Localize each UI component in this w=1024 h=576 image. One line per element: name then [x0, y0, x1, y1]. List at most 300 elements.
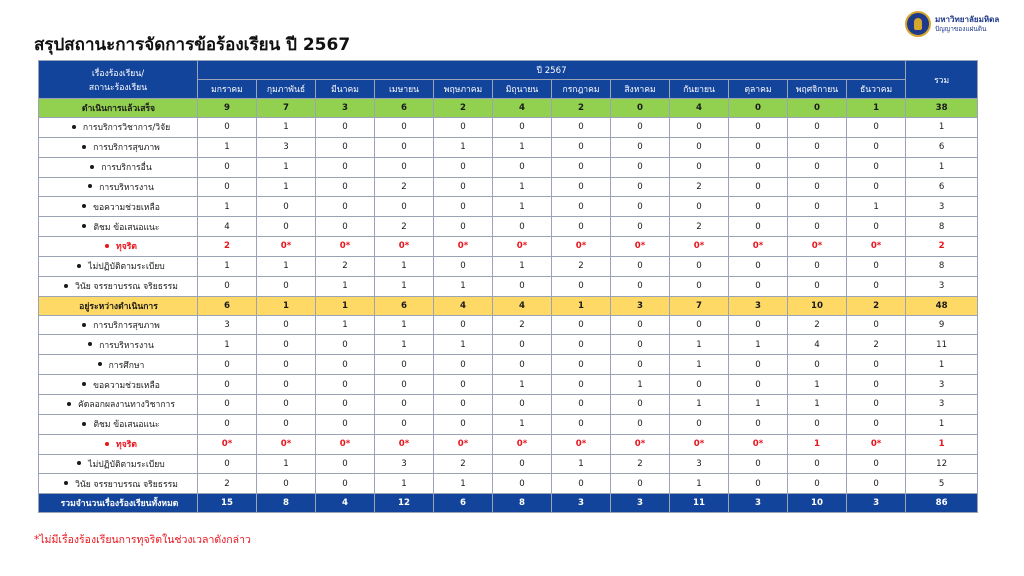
- value-cell: 0: [198, 276, 257, 296]
- value-cell: 1: [434, 474, 493, 494]
- value-cell: 2: [552, 256, 611, 276]
- row-label: การบริการวิชาการ/วิจัย: [82, 123, 171, 134]
- value-cell: 0: [670, 315, 729, 335]
- value-cell: 0: [493, 157, 552, 177]
- value-cell: 0: [788, 474, 847, 494]
- value-cell: 0: [198, 355, 257, 375]
- value-cell: 0: [375, 157, 434, 177]
- value-cell: 0: [434, 394, 493, 414]
- value-cell: 0: [729, 454, 788, 474]
- value-cell: 1: [493, 375, 552, 395]
- value-cell: 0: [434, 355, 493, 375]
- row-label-cell: [39, 296, 198, 315]
- month-header: มกราคม: [198, 80, 257, 99]
- row-total-cell: 8: [906, 256, 978, 276]
- month-header: กรกฎาคม: [552, 80, 611, 99]
- value-cell: 0: [257, 414, 316, 434]
- value-cell: 0: [670, 375, 729, 395]
- value-cell: 6: [375, 296, 434, 315]
- bullet-icon: [88, 342, 92, 346]
- bullet-icon: [64, 481, 68, 485]
- value-cell: 1: [257, 157, 316, 177]
- row-label: วินัย จรรยาบรรณ จริยธรรม: [75, 479, 178, 490]
- value-cell: 0: [493, 394, 552, 414]
- value-cell: 0: [493, 474, 552, 494]
- bullet-icon: [64, 284, 68, 288]
- value-cell: 0: [670, 137, 729, 157]
- value-cell: 0: [611, 256, 670, 276]
- value-cell: 0: [729, 137, 788, 157]
- value-cell: 0: [198, 454, 257, 474]
- value-cell: 0: [316, 335, 375, 355]
- row-label: ดำเนินการแล้วเสร็จ: [81, 104, 156, 114]
- value-cell: 3: [316, 99, 375, 118]
- value-cell: 1: [493, 177, 552, 197]
- row-total-cell: 1: [906, 157, 978, 177]
- value-cell: 0: [198, 414, 257, 434]
- footnote: *ไม่มีเรื่องร้องเรียนการทุจริตในช่วงเวลาดังกล่าว: [34, 534, 251, 546]
- value-cell: 0: [611, 335, 670, 355]
- month-header: ธันวาคม: [847, 80, 906, 99]
- value-cell: 1: [375, 256, 434, 276]
- value-cell: 0: [552, 335, 611, 355]
- value-cell: 0: [552, 375, 611, 395]
- value-cell: 1: [434, 276, 493, 296]
- row-total-cell: 1: [906, 414, 978, 434]
- value-cell: 1: [316, 315, 375, 335]
- row-label: คัดลอกผลงานทางวิชาการ: [78, 400, 175, 411]
- section-row-completed: [39, 99, 978, 118]
- value-cell: 0*: [434, 434, 493, 454]
- row-label: การบริการสุขภาพ: [93, 321, 160, 332]
- value-cell: 0: [375, 394, 434, 414]
- value-cell: 0: [847, 394, 906, 414]
- value-cell: 15: [198, 494, 257, 513]
- value-cell: 0*: [316, 237, 375, 257]
- value-cell: 1: [198, 256, 257, 276]
- value-cell: 0: [316, 177, 375, 197]
- value-cell: 1: [788, 434, 847, 454]
- value-cell: 0: [729, 375, 788, 395]
- value-cell: 0: [847, 355, 906, 375]
- value-cell: 0: [257, 355, 316, 375]
- month-header: สิงหาคม: [611, 80, 670, 99]
- logo-slogan: ปัญญาของแผ่นดิน: [935, 25, 987, 33]
- value-cell: 0: [493, 355, 552, 375]
- value-cell: 0: [552, 394, 611, 414]
- value-cell: 0: [493, 276, 552, 296]
- bullet-icon: [77, 461, 81, 465]
- value-cell: 0*: [729, 434, 788, 454]
- table-row: [39, 315, 978, 335]
- value-cell: 2: [493, 315, 552, 335]
- value-cell: 8: [493, 494, 552, 513]
- value-cell: 0: [788, 137, 847, 157]
- row-label: ไม่ปฏิบัติตามระเบียบ: [88, 459, 165, 470]
- row-label: การบริหารงาน: [99, 340, 154, 351]
- row-total-cell: 1: [906, 355, 978, 375]
- value-cell: 4: [198, 217, 257, 237]
- value-cell: 2: [316, 256, 375, 276]
- table-row: [39, 394, 978, 414]
- value-cell: 0*: [670, 434, 729, 454]
- value-cell: 1: [670, 355, 729, 375]
- value-cell: 2: [788, 315, 847, 335]
- row-total-cell: 3: [906, 375, 978, 395]
- value-cell: 0: [847, 177, 906, 197]
- value-cell: 1: [375, 276, 434, 296]
- row-label-cell: [39, 375, 198, 395]
- value-cell: 1: [611, 375, 670, 395]
- value-cell: 1: [552, 296, 611, 315]
- value-cell: 0: [729, 414, 788, 434]
- value-cell: 0: [847, 256, 906, 276]
- university-seal-icon: [905, 11, 931, 37]
- value-cell: 0: [611, 414, 670, 434]
- value-cell: 0*: [552, 237, 611, 257]
- value-cell: 0: [375, 375, 434, 395]
- row-label-cell: [39, 335, 198, 355]
- row-total-cell: 48: [906, 296, 978, 315]
- table-body: [39, 99, 978, 513]
- row-total-cell: 11: [906, 335, 978, 355]
- row-total-cell: 9: [906, 315, 978, 335]
- value-cell: 7: [257, 99, 316, 118]
- value-cell: 0: [257, 394, 316, 414]
- table-row: [39, 217, 978, 237]
- value-cell: 0: [257, 474, 316, 494]
- value-cell: 0: [611, 217, 670, 237]
- row-label-cell: [39, 494, 198, 513]
- value-cell: 3: [552, 494, 611, 513]
- bullet-icon: [105, 442, 109, 446]
- value-cell: 4: [493, 296, 552, 315]
- value-cell: 0: [316, 394, 375, 414]
- row-total-cell: 12: [906, 454, 978, 474]
- value-cell: 1: [375, 315, 434, 335]
- value-cell: 0*: [198, 434, 257, 454]
- row-label-cell: [39, 118, 198, 138]
- value-cell: 0: [198, 177, 257, 197]
- row-label-cell: [39, 355, 198, 375]
- value-cell: 1: [788, 375, 847, 395]
- bullet-icon: [82, 422, 86, 426]
- value-cell: 0: [552, 355, 611, 375]
- month-header: ตุลาคม: [729, 80, 788, 99]
- value-cell: 0: [552, 157, 611, 177]
- value-cell: 0: [375, 197, 434, 217]
- value-cell: 0: [670, 197, 729, 217]
- value-cell: 2: [434, 454, 493, 474]
- value-cell: 4: [788, 335, 847, 355]
- value-cell: 0: [788, 256, 847, 276]
- value-cell: 0: [552, 474, 611, 494]
- table-row: [39, 474, 978, 494]
- value-cell: 1: [493, 256, 552, 276]
- value-cell: 1: [375, 474, 434, 494]
- value-cell: 1: [493, 137, 552, 157]
- total-header: รวม: [906, 61, 978, 99]
- value-cell: 1: [847, 197, 906, 217]
- value-cell: 0: [670, 157, 729, 177]
- value-cell: 0: [375, 414, 434, 434]
- value-cell: 0: [847, 137, 906, 157]
- value-cell: 2: [847, 335, 906, 355]
- row-total-cell: 3: [906, 394, 978, 414]
- value-cell: 3: [257, 137, 316, 157]
- month-header: มีนาคม: [316, 80, 375, 99]
- value-cell: 0*: [847, 237, 906, 257]
- value-cell: 0: [788, 157, 847, 177]
- value-cell: 12: [375, 494, 434, 513]
- value-cell: 6: [198, 296, 257, 315]
- value-cell: 0: [611, 276, 670, 296]
- value-cell: 1: [552, 454, 611, 474]
- table-row: [39, 197, 978, 217]
- value-cell: 0: [257, 197, 316, 217]
- row-label-cell: [39, 394, 198, 414]
- value-cell: 3: [611, 494, 670, 513]
- value-cell: 0: [434, 217, 493, 237]
- month-header: พฤศจิกายน: [788, 80, 847, 99]
- bullet-icon: [82, 323, 86, 327]
- value-cell: 0: [729, 197, 788, 217]
- university-logo: [905, 11, 1015, 41]
- value-cell: 0: [788, 99, 847, 118]
- row-total-cell: 3: [906, 276, 978, 296]
- value-cell: 0: [611, 315, 670, 335]
- year-header: ปี 2567: [198, 61, 906, 80]
- value-cell: 0: [788, 276, 847, 296]
- row-label-cell: [39, 99, 198, 118]
- row-label: การบริการอื่น: [101, 163, 152, 174]
- row-label-cell: [39, 315, 198, 335]
- value-cell: 0: [493, 118, 552, 138]
- row-label: ติชม ข้อเสนอแนะ: [93, 420, 160, 431]
- value-cell: 1: [670, 474, 729, 494]
- bullet-icon: [88, 184, 92, 188]
- value-cell: 4: [493, 99, 552, 118]
- table-row: [39, 375, 978, 395]
- table-row: [39, 454, 978, 474]
- value-cell: 1: [788, 394, 847, 414]
- value-cell: 6: [375, 99, 434, 118]
- value-cell: 0: [788, 217, 847, 237]
- value-cell: 3: [375, 454, 434, 474]
- value-cell: 0: [434, 315, 493, 335]
- table-row: [39, 256, 978, 276]
- bullet-icon: [98, 362, 102, 366]
- value-cell: 0: [847, 157, 906, 177]
- row-label: ทุจริต: [116, 440, 137, 451]
- value-cell: 0: [257, 315, 316, 335]
- value-cell: 0*: [257, 237, 316, 257]
- row-total-cell: 38: [906, 99, 978, 118]
- row-label: การบริการสุขภาพ: [93, 143, 160, 154]
- value-cell: 1: [493, 197, 552, 217]
- value-cell: 0*: [670, 237, 729, 257]
- value-cell: 0: [198, 157, 257, 177]
- table-row: [39, 157, 978, 177]
- value-cell: 0: [493, 335, 552, 355]
- value-cell: 0: [493, 454, 552, 474]
- value-cell: 0: [434, 157, 493, 177]
- row-total-cell: 6: [906, 137, 978, 157]
- value-cell: 1: [257, 256, 316, 276]
- value-cell: 0: [316, 414, 375, 434]
- value-cell: 0*: [552, 434, 611, 454]
- row-label-cell: [39, 237, 198, 257]
- value-cell: 0*: [316, 434, 375, 454]
- value-cell: 0*: [729, 237, 788, 257]
- row-total-cell: 5: [906, 474, 978, 494]
- row-label-cell: [39, 177, 198, 197]
- table-row-corruption: [39, 237, 978, 257]
- value-cell: 0: [375, 118, 434, 138]
- table-row-corruption: [39, 434, 978, 454]
- value-cell: 1: [316, 276, 375, 296]
- value-cell: 9: [198, 99, 257, 118]
- value-cell: 0: [198, 118, 257, 138]
- value-cell: 2: [375, 177, 434, 197]
- value-cell: 0: [434, 375, 493, 395]
- value-cell: 2: [198, 237, 257, 257]
- value-cell: 3: [847, 494, 906, 513]
- row-label: ติชม ข้อเสนอแนะ: [93, 222, 160, 233]
- value-cell: 0: [611, 99, 670, 118]
- value-cell: 11: [670, 494, 729, 513]
- value-cell: 0: [257, 217, 316, 237]
- row-label: การบริหารงาน: [99, 182, 154, 193]
- row-label: ขอความช่วยเหลือ: [93, 202, 160, 213]
- value-cell: 0: [729, 256, 788, 276]
- value-cell: 0: [434, 177, 493, 197]
- value-cell: 2: [611, 454, 670, 474]
- row-label-cell: [39, 434, 198, 454]
- grand-total-row: [39, 494, 978, 513]
- value-cell: 0*: [611, 434, 670, 454]
- row-total-cell: 6: [906, 177, 978, 197]
- value-cell: 0: [375, 355, 434, 375]
- value-cell: 0: [493, 217, 552, 237]
- value-cell: 0: [375, 137, 434, 157]
- row-label: ขอความช่วยเหลือ: [93, 380, 160, 391]
- value-cell: 0: [316, 118, 375, 138]
- value-cell: 1: [729, 394, 788, 414]
- value-cell: 0: [316, 454, 375, 474]
- section-row-in-progress: [39, 296, 978, 315]
- month-header: กันยายน: [670, 80, 729, 99]
- value-cell: 0: [670, 276, 729, 296]
- value-cell: 0: [434, 197, 493, 217]
- value-cell: 1: [257, 177, 316, 197]
- value-cell: 1: [198, 335, 257, 355]
- value-cell: 1: [257, 296, 316, 315]
- corner-header-line2: สถานะร้องเรียน: [88, 82, 148, 93]
- value-cell: 0: [434, 256, 493, 276]
- row-total-cell: 2: [906, 237, 978, 257]
- value-cell: 0: [257, 276, 316, 296]
- value-cell: 6: [434, 494, 493, 513]
- value-cell: 0: [434, 414, 493, 434]
- value-cell: 0: [729, 177, 788, 197]
- value-cell: 0: [316, 474, 375, 494]
- row-label-cell: [39, 414, 198, 434]
- value-cell: 2: [670, 217, 729, 237]
- value-cell: 0: [788, 414, 847, 434]
- value-cell: 3: [729, 494, 788, 513]
- value-cell: 0: [729, 276, 788, 296]
- value-cell: 1: [493, 414, 552, 434]
- row-label-cell: [39, 217, 198, 237]
- value-cell: 0*: [788, 237, 847, 257]
- month-header: เมษายน: [375, 80, 434, 99]
- bullet-icon: [82, 145, 86, 149]
- table-row: [39, 137, 978, 157]
- value-cell: 0: [611, 118, 670, 138]
- value-cell: 0: [847, 315, 906, 335]
- value-cell: 0: [729, 118, 788, 138]
- value-cell: 0: [847, 474, 906, 494]
- value-cell: 4: [670, 99, 729, 118]
- bullet-icon: [72, 125, 76, 129]
- value-cell: 0: [434, 118, 493, 138]
- row-label-cell: [39, 157, 198, 177]
- value-cell: 2: [375, 217, 434, 237]
- corner-header: [39, 61, 198, 99]
- row-label-cell: [39, 256, 198, 276]
- value-cell: 0: [729, 315, 788, 335]
- value-cell: 0: [552, 118, 611, 138]
- value-cell: 0*: [493, 434, 552, 454]
- table-row: [39, 335, 978, 355]
- value-cell: 1: [375, 335, 434, 355]
- value-cell: 1: [198, 197, 257, 217]
- row-label: ไม่ปฏิบัติตามระเบียบ: [88, 262, 165, 273]
- value-cell: 10: [788, 494, 847, 513]
- value-cell: 3: [670, 454, 729, 474]
- row-total-cell: 86: [906, 494, 978, 513]
- value-cell: 0: [316, 137, 375, 157]
- value-cell: 0: [847, 217, 906, 237]
- value-cell: 3: [611, 296, 670, 315]
- value-cell: 2: [434, 99, 493, 118]
- value-cell: 4: [434, 296, 493, 315]
- value-cell: 0: [847, 118, 906, 138]
- logo-name: มหาวิทยาลัยมหิดล: [935, 15, 1000, 24]
- value-cell: 0: [788, 454, 847, 474]
- value-cell: 0*: [493, 237, 552, 257]
- value-cell: 0: [670, 118, 729, 138]
- bullet-icon: [82, 204, 86, 208]
- value-cell: 1: [198, 137, 257, 157]
- value-cell: 0*: [375, 237, 434, 257]
- table-row: [39, 177, 978, 197]
- value-cell: 3: [198, 315, 257, 335]
- row-total-cell: 8: [906, 217, 978, 237]
- value-cell: 0: [729, 355, 788, 375]
- value-cell: 0: [198, 394, 257, 414]
- value-cell: 0: [670, 256, 729, 276]
- value-cell: 0: [847, 276, 906, 296]
- value-cell: 0: [788, 197, 847, 217]
- value-cell: 0: [316, 157, 375, 177]
- value-cell: 4: [316, 494, 375, 513]
- value-cell: 0: [611, 394, 670, 414]
- row-label: การศึกษา: [108, 360, 145, 371]
- value-cell: 0: [729, 217, 788, 237]
- complaint-summary-table: [38, 60, 978, 513]
